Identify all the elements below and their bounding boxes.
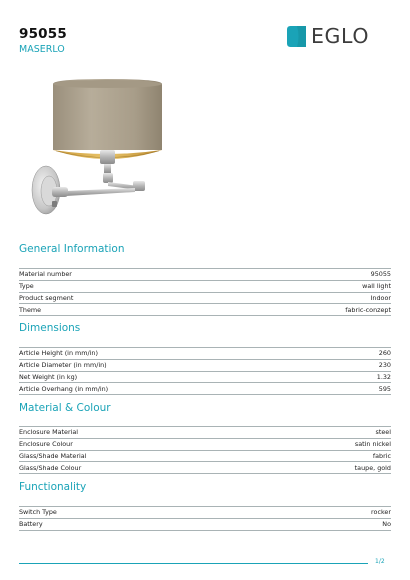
footer-divider: [19, 563, 368, 564]
spec-row: [19, 268, 391, 281]
spec-label: Enclosure Material: [19, 428, 79, 437]
spec-row: [19, 360, 391, 372]
spec-label: Glass/Shade Colour: [19, 463, 82, 472]
spec-row: [19, 383, 391, 395]
wall-lamp-product-photo: [22, 78, 192, 218]
spec-row: [19, 462, 391, 474]
spec-row: [19, 293, 391, 305]
spec-row: [19, 347, 391, 360]
section-title-dimensions: Dimensions: [19, 322, 81, 334]
spec-label: Product segment: [19, 293, 74, 302]
spec-value: 230: [378, 361, 391, 370]
spec-value: Indoor: [370, 293, 391, 302]
spec-row: [19, 506, 391, 519]
dimensions-table: [19, 347, 391, 395]
spec-value: satin nickel: [354, 440, 391, 449]
functionality-table: [19, 506, 391, 531]
product-name: MASERLO: [19, 44, 65, 55]
spec-row: [19, 304, 391, 316]
section-title-functionality: Functionality: [19, 481, 87, 493]
spec-value: 95055: [370, 270, 391, 279]
spec-label: Enclosure Colour: [19, 440, 73, 449]
spec-value: taupe, gold: [354, 463, 391, 472]
section-title-general-information: General Information: [19, 243, 125, 255]
spec-label: Theme: [19, 305, 42, 314]
spec-value: wall light: [362, 282, 391, 291]
spec-value: steel: [375, 428, 391, 437]
spec-label: Material number: [19, 270, 72, 279]
page-number: 1/2: [375, 558, 385, 565]
spec-value: rocker: [371, 508, 391, 517]
section-title-material-colour: Material & Colour: [19, 402, 111, 414]
brand-name: EGLO: [311, 24, 370, 48]
spec-row: [19, 281, 391, 293]
spec-row: [19, 451, 391, 463]
spec-row: [19, 426, 391, 439]
material-colour-table: [19, 426, 391, 474]
spec-label: Battery: [19, 520, 43, 529]
spec-label: Switch Type: [19, 508, 57, 517]
spec-label: Article Height (in mm/in): [19, 349, 98, 358]
eglo-logo-icon: [287, 26, 306, 47]
spec-value: 1.32: [376, 372, 391, 381]
spec-value: fabric: [372, 451, 391, 460]
spec-label: Article Overhang (in mm/in): [19, 384, 109, 393]
spec-label: Type: [19, 282, 34, 291]
spec-value: 260: [378, 349, 391, 358]
spec-label: Net Weight (in kg): [19, 372, 78, 381]
spec-value: 595: [378, 384, 391, 393]
spec-value: No: [382, 520, 391, 529]
spec-row: [19, 519, 391, 531]
spec-label: Article Diameter (in mm/in): [19, 361, 107, 370]
brand-logo: [287, 25, 369, 48]
spec-label: Glass/Shade Material: [19, 451, 87, 460]
spec-value: fabric-conzept: [345, 305, 391, 314]
spec-row: [19, 439, 391, 451]
general-information-table: [19, 268, 391, 316]
spec-row: [19, 372, 391, 384]
product-number: 95055: [19, 26, 67, 42]
